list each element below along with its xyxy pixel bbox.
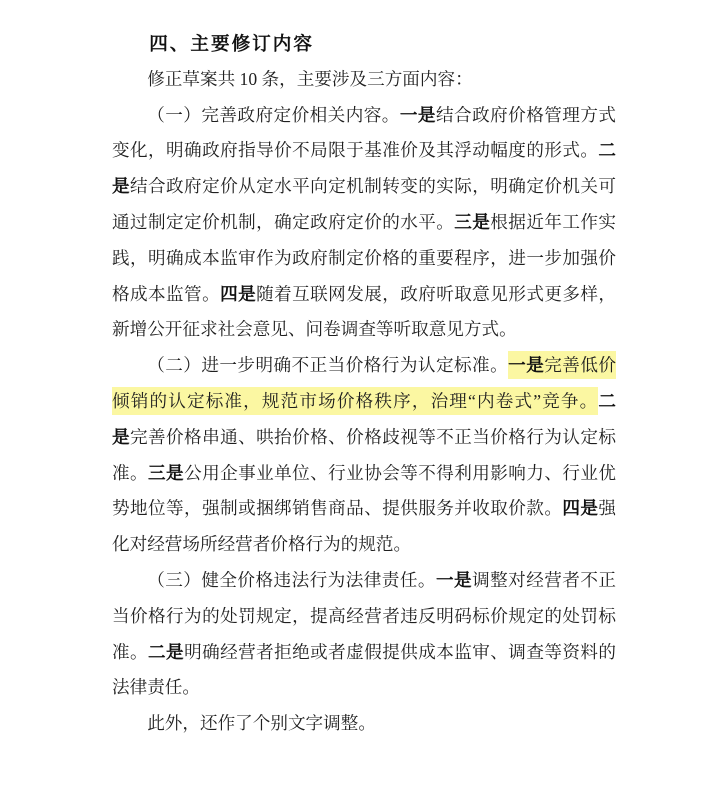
bold-marker: 是	[112, 426, 131, 447]
section-lead-text: （二）进一步明确不正当价格行为认定标准。	[147, 355, 509, 376]
text-segment: 明确经营者拒绝或者虚假提供成本监审、调查等资料的	[184, 641, 616, 662]
bold-marker: 三是	[148, 462, 185, 483]
section-lead-text: （三）健全价格违法行为法律责任。	[147, 569, 436, 590]
text-line	[112, 635, 616, 671]
highlighted-text: 倾销的认定标准，规范市场价格秩序，治理“内卷式”竞争。	[112, 387, 598, 415]
text-line	[112, 205, 616, 241]
text-segment: 化对经营场所经营者价格行为的规范。	[112, 534, 412, 555]
text-line	[112, 241, 616, 277]
section-lead-text: （一）完善政府定价相关内容。	[147, 104, 400, 125]
text-line	[112, 491, 616, 527]
text-segment: 调整对经营者不正	[472, 569, 616, 590]
text-segment: 格成本监管。	[112, 283, 221, 304]
highlighted-text: 一是	[508, 351, 544, 379]
text-line	[112, 348, 616, 384]
text-segment: 结合政府定价从定水平向定机制转变的实际，明确定价机关可	[130, 176, 616, 197]
text-segment: 势地位等，强制或捆绑销售商品、提供服务并收取价款。	[112, 498, 563, 519]
bold-marker: 一是	[399, 104, 436, 125]
text-segment: 结合政府价格管理方式	[435, 104, 616, 125]
document-heading	[112, 26, 616, 62]
paragraph-closing	[112, 706, 616, 742]
text-segment: 修正草案共 10 条，主要涉及三方面内容：	[147, 68, 473, 89]
text-segment: 通过制定定价机制，确定政府定价的水平。	[112, 211, 455, 232]
text-line	[112, 563, 616, 599]
bold-marker: 一是	[435, 569, 473, 590]
text-line	[112, 527, 616, 563]
bold-marker: 四是	[562, 498, 599, 519]
text-line	[112, 98, 616, 134]
bold-marker: 三是	[454, 211, 491, 232]
text-segment: 强	[598, 498, 616, 519]
text-segment: 准。	[112, 641, 149, 662]
text-line	[112, 277, 616, 313]
text-segment: 新增公开征求社会意见、问卷调查等听取意见方式。	[112, 319, 517, 340]
text-segment: 法律责任。	[112, 677, 200, 698]
text-segment: 随着互联网发展，政府听取意见形式更多样，	[256, 283, 616, 304]
text-line	[112, 384, 616, 420]
text-line	[112, 312, 616, 348]
text-segment: 当价格行为的处罚规定，提高经营者违反明码标价规定的处罚标	[112, 605, 616, 626]
text-line	[112, 133, 616, 169]
bold-marker: 二	[598, 390, 616, 411]
heading-text: 四、主要修订内容	[149, 33, 314, 54]
bold-marker: 是	[112, 176, 131, 197]
text-line	[112, 706, 616, 742]
document-content	[112, 26, 616, 742]
bold-marker: 二是	[148, 641, 185, 662]
bold-marker: 四是	[220, 283, 257, 304]
text-segment: 准。	[112, 462, 149, 483]
text-segment: 此外，还作了个别文字调整。	[147, 713, 376, 734]
text-segment: 根据近年工作实	[490, 211, 616, 232]
bold-marker: 二	[598, 140, 616, 161]
text-segment: 公用企事业单位、行业协会等不得利用影响力、行业优	[184, 462, 616, 483]
paragraph-section-3	[112, 563, 616, 706]
text-segment: 变化，明确政府指导价不局限于基准价及其浮动幅度的形式。	[112, 140, 599, 161]
document-body	[112, 62, 616, 742]
text-line	[112, 169, 616, 205]
text-line	[112, 670, 616, 706]
text-line	[112, 456, 616, 492]
text-line	[112, 62, 616, 98]
highlighted-text: 完善低价	[544, 351, 616, 379]
text-line	[112, 599, 616, 635]
paragraph-section-1	[112, 98, 616, 349]
text-segment: 践，明确成本监审作为政府制定价格的重要程序，进一步加强价	[112, 247, 616, 268]
text-line	[112, 420, 616, 456]
paragraph-intro	[112, 62, 616, 98]
paragraph-section-2	[112, 348, 616, 563]
text-segment: 完善价格串通、哄抬价格、价格歧视等不正当价格行为认定标	[130, 426, 616, 447]
